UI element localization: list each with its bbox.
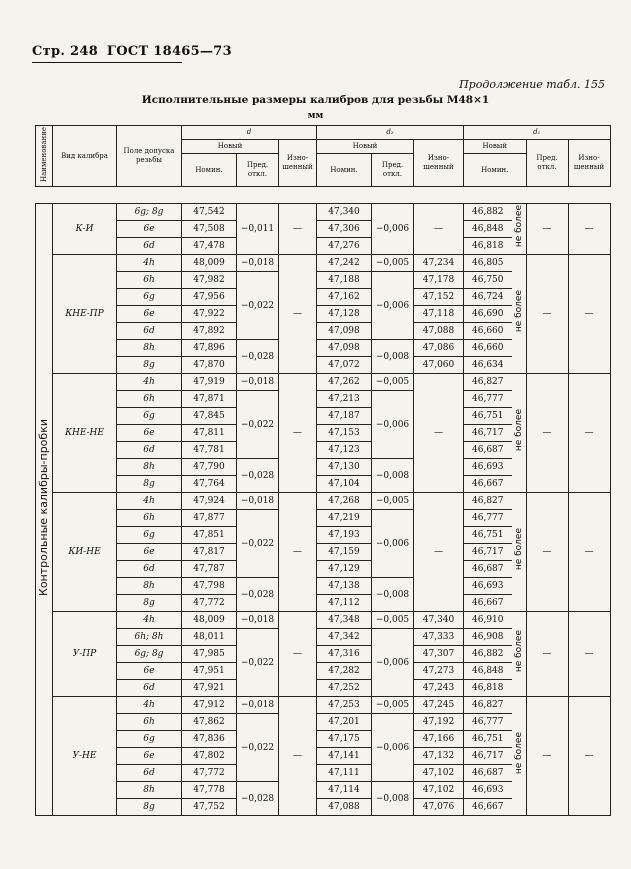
table-cell: −0,022 xyxy=(237,629,279,697)
table-cell: 47,118 xyxy=(414,306,464,323)
table-cell: 46,750 xyxy=(464,272,512,289)
table-cell xyxy=(279,187,317,204)
table-title: Исполнительные размеры калибров для резьбы М48×1 xyxy=(141,94,490,106)
table-cell: −0,008 xyxy=(372,459,414,493)
table-cell: 46,690 xyxy=(464,306,512,323)
table-cell: 47,306 xyxy=(317,221,372,238)
table-cell: 47,102 xyxy=(414,765,464,782)
table-cell: 8g xyxy=(117,357,182,374)
table-cell: 47,276 xyxy=(317,238,372,255)
table-cell: 47,752 xyxy=(182,799,237,816)
table-row xyxy=(36,697,611,714)
table-cell: 47,234 xyxy=(414,255,464,272)
table-cell: 46,660 xyxy=(464,340,512,357)
col-header-d-new: Новый xyxy=(182,140,279,154)
table-cell: 47,130 xyxy=(317,459,372,476)
vertical-label: не более xyxy=(513,528,524,571)
table-cell: 6e xyxy=(117,748,182,765)
table-cell: 8h xyxy=(117,340,182,357)
table-cell: 48,009 xyxy=(182,255,237,272)
table-cell: 46,687 xyxy=(464,442,512,459)
table-cell xyxy=(512,374,527,493)
table-cell: 4h xyxy=(117,255,182,272)
table-cell xyxy=(36,187,53,204)
table-cell: −0,011 xyxy=(237,204,279,255)
table-cell: — xyxy=(568,374,610,493)
table-cell: 47,951 xyxy=(182,663,237,680)
table-cell: 47,086 xyxy=(414,340,464,357)
table-cell: — xyxy=(279,374,317,493)
table-cell: 47,340 xyxy=(414,612,464,629)
col-header-d2-pred: Пред. откл. xyxy=(372,154,414,187)
table-cell: −0,006 xyxy=(372,510,414,578)
table-cell: 47,508 xyxy=(182,221,237,238)
table-cell: — xyxy=(526,204,568,255)
table-cell: 6e xyxy=(117,425,182,442)
table-cell: 4h xyxy=(117,612,182,629)
page-label: Стр. 248 xyxy=(32,44,99,59)
table-cell: 46,910 xyxy=(464,612,512,629)
table-cell: 6d xyxy=(117,238,182,255)
col-header-pole: Поле допуска резьбы xyxy=(117,126,182,187)
table-cell xyxy=(117,187,182,204)
table-cell: 47,132 xyxy=(414,748,464,765)
table-cell: 47,896 xyxy=(182,340,237,357)
standard-number: ГОСТ 18465—73 xyxy=(106,44,232,59)
table-cell: 47,098 xyxy=(317,323,372,340)
table-cell: 47,956 xyxy=(182,289,237,306)
table-row xyxy=(36,612,611,629)
table-cell: 47,112 xyxy=(317,595,372,612)
col-header-d1-worn: Изно-шенный xyxy=(568,140,610,187)
table-cell: 47,076 xyxy=(414,799,464,816)
col-header-d1: d₁ xyxy=(464,126,611,140)
table-cell: 47,192 xyxy=(414,714,464,731)
table-cell: −0,006 xyxy=(372,272,414,340)
table-cell: 47,333 xyxy=(414,629,464,646)
vertical-label: Наименование xyxy=(39,127,48,182)
table-cell: 47,114 xyxy=(317,782,372,799)
table-row xyxy=(36,255,611,272)
vertical-label: не более xyxy=(513,732,524,775)
table-cell xyxy=(526,187,568,204)
table-cell: 47,072 xyxy=(317,357,372,374)
table-row xyxy=(36,187,611,204)
table-cell: — xyxy=(526,374,568,493)
table-cell: 46,667 xyxy=(464,799,512,816)
col-header-d1-pred: Пред. откл. xyxy=(526,140,568,187)
table-cell: 6e xyxy=(117,544,182,561)
gauge-type: КНЕ-НЕ xyxy=(53,374,117,493)
table-cell: −0,022 xyxy=(237,272,279,340)
table-cell: 46,693 xyxy=(464,459,512,476)
table-cell: 47,871 xyxy=(182,391,237,408)
table-cell: 46,693 xyxy=(464,578,512,595)
table-cell xyxy=(512,255,527,374)
table-cell xyxy=(317,187,372,204)
table-cell: — xyxy=(279,255,317,374)
vertical-label: Контрольные калибры-пробки xyxy=(37,418,50,596)
table-cell: −0,018 xyxy=(237,255,279,272)
col-header-d2-new: Новый xyxy=(317,140,414,154)
table-cell: 47,262 xyxy=(317,374,372,391)
table-cell: — xyxy=(568,204,610,255)
vertical-label: не более xyxy=(513,290,524,333)
table-cell: 6d xyxy=(117,765,182,782)
table-cell: 47,213 xyxy=(317,391,372,408)
table-cell: −0,018 xyxy=(237,374,279,391)
table-cell: 47,781 xyxy=(182,442,237,459)
table-cell: 46,805 xyxy=(464,255,512,272)
col-header-d-pred: Пред. откл. xyxy=(237,154,279,187)
table-cell: 6d xyxy=(117,323,182,340)
table-cell: 4h xyxy=(117,493,182,510)
table-cell: 47,060 xyxy=(414,357,464,374)
table-cell: 47,129 xyxy=(317,561,372,578)
table-cell xyxy=(372,187,414,204)
table-cell xyxy=(53,187,117,204)
table-cell: 6d xyxy=(117,561,182,578)
table-row xyxy=(36,374,611,391)
table-cell: 6e xyxy=(117,663,182,680)
table-cell: −0,006 xyxy=(372,714,414,782)
table-cell: 8h xyxy=(117,782,182,799)
table-cell: 47,273 xyxy=(414,663,464,680)
table-cell: — xyxy=(279,612,317,697)
dimensions-table xyxy=(35,125,611,816)
table-cell: 47,817 xyxy=(182,544,237,561)
table-cell: −0,005 xyxy=(372,697,414,714)
col-header-d-worn: Изно-шенный xyxy=(279,140,317,187)
table-cell: 46,848 xyxy=(464,221,512,238)
table-cell: 47,307 xyxy=(414,646,464,663)
table-cell: — xyxy=(568,612,610,697)
vertical-label: не более xyxy=(513,630,524,673)
table-cell: 47,175 xyxy=(317,731,372,748)
col-header-d2: d₂ xyxy=(317,126,464,140)
table-cell: 47,912 xyxy=(182,697,237,714)
table-cell: −0,008 xyxy=(372,340,414,374)
table-cell: 47,188 xyxy=(317,272,372,289)
table-cell: −0,006 xyxy=(372,391,414,459)
table-cell: 46,818 xyxy=(464,680,512,697)
table-cell xyxy=(237,187,279,204)
table-cell: 6g xyxy=(117,731,182,748)
table-cell: 47,787 xyxy=(182,561,237,578)
table-cell: 46,724 xyxy=(464,289,512,306)
table-cell: — xyxy=(568,493,610,612)
table-cell: 4h xyxy=(117,374,182,391)
continuation-label: Продолжение табл. 155 xyxy=(459,78,605,91)
table-cell: 47,098 xyxy=(317,340,372,357)
table-cell: −0,018 xyxy=(237,493,279,510)
table-cell: 46,882 xyxy=(464,204,512,221)
table-cell: 47,478 xyxy=(182,238,237,255)
table-cell: 46,751 xyxy=(464,731,512,748)
table-cell: 6d xyxy=(117,442,182,459)
table-cell xyxy=(512,697,527,816)
table-cell: 47,282 xyxy=(317,663,372,680)
table-cell: — xyxy=(414,493,464,612)
table-cell: 46,827 xyxy=(464,374,512,391)
table-cell: 47,243 xyxy=(414,680,464,697)
table-cell: 46,717 xyxy=(464,748,512,765)
table-cell: 47,219 xyxy=(317,510,372,527)
table-cell xyxy=(182,187,237,204)
gauge-type: КИ-НЕ xyxy=(53,493,117,612)
table-cell: 47,193 xyxy=(317,527,372,544)
table-cell: 46,751 xyxy=(464,527,512,544)
table-cell: 47,921 xyxy=(182,680,237,697)
table-cell: 47,802 xyxy=(182,748,237,765)
table-cell: −0,028 xyxy=(237,782,279,816)
table-cell: −0,008 xyxy=(372,578,414,612)
table-cell: 46,827 xyxy=(464,493,512,510)
table-cell: 47,340 xyxy=(317,204,372,221)
table-cell: 47,268 xyxy=(317,493,372,510)
table-cell: 6e xyxy=(117,221,182,238)
table-cell: — xyxy=(414,204,464,255)
table-cell: — xyxy=(526,255,568,374)
table-row xyxy=(36,126,611,140)
table-cell: 48,011 xyxy=(182,629,237,646)
table-cell: 6g xyxy=(117,408,182,425)
table-row xyxy=(36,493,611,510)
table-cell: 8g xyxy=(117,595,182,612)
table-cell: — xyxy=(279,493,317,612)
table-cell: 47,892 xyxy=(182,323,237,340)
table-cell: 47,141 xyxy=(317,748,372,765)
table-cell: 47,764 xyxy=(182,476,237,493)
col-header-d1-new: Новый xyxy=(464,140,527,154)
table-cell: 47,836 xyxy=(182,731,237,748)
col-header-d2-nom: Номин. xyxy=(317,154,372,187)
table-cell: −0,028 xyxy=(237,459,279,493)
table-cell: 47,316 xyxy=(317,646,372,663)
table-cell: 47,178 xyxy=(414,272,464,289)
table-cell: 47,187 xyxy=(317,408,372,425)
table-cell: 4h xyxy=(117,697,182,714)
col-header-naimenovanie xyxy=(36,126,53,187)
units-label: мм xyxy=(307,111,324,121)
table-cell: 46,660 xyxy=(464,323,512,340)
table-cell: −0,005 xyxy=(372,255,414,272)
table-cell xyxy=(464,187,512,204)
table-cell: 47,919 xyxy=(182,374,237,391)
table-cell: 46,687 xyxy=(464,765,512,782)
table-cell: −0,028 xyxy=(237,578,279,612)
table-cell: 47,877 xyxy=(182,510,237,527)
col-header-vid: Вид калибра xyxy=(53,126,117,187)
table-cell: 47,348 xyxy=(317,612,372,629)
table-cell: — xyxy=(526,612,568,697)
page-header xyxy=(32,44,232,59)
vertical-label: не более xyxy=(513,409,524,452)
table-cell: 47,128 xyxy=(317,306,372,323)
table-cell: 8h xyxy=(117,578,182,595)
table-cell: 47,542 xyxy=(182,204,237,221)
table-cell: −0,018 xyxy=(237,612,279,629)
table-cell: 8g xyxy=(117,799,182,816)
table-cell: — xyxy=(568,697,610,816)
table-cell: 46,717 xyxy=(464,544,512,561)
table-cell: 46,777 xyxy=(464,510,512,527)
table-cell: — xyxy=(279,204,317,255)
table-cell xyxy=(568,187,610,204)
table-cell: 6h xyxy=(117,272,182,289)
table-cell: 47,111 xyxy=(317,765,372,782)
table-cell: 47,985 xyxy=(182,646,237,663)
gauge-type: К-И xyxy=(53,204,117,255)
table-cell: −0,008 xyxy=(372,782,414,816)
table-cell: 46,751 xyxy=(464,408,512,425)
table-cell: −0,006 xyxy=(372,204,414,255)
gauge-type: КНЕ-ПР xyxy=(53,255,117,374)
table-cell: 47,242 xyxy=(317,255,372,272)
table-cell: 6g; 8g xyxy=(117,204,182,221)
table-cell: 47,862 xyxy=(182,714,237,731)
table-cell: 47,166 xyxy=(414,731,464,748)
table-cell: 6h xyxy=(117,391,182,408)
table-cell: 47,870 xyxy=(182,357,237,374)
table-cell: 47,772 xyxy=(182,595,237,612)
table-cell: 6h xyxy=(117,510,182,527)
col-header-d1-nom: Номин. xyxy=(464,154,527,187)
table-cell: 47,102 xyxy=(414,782,464,799)
table-cell xyxy=(414,187,464,204)
table-cell: 6g xyxy=(117,527,182,544)
gauge-type: У-ПР xyxy=(53,612,117,697)
table-cell: 48,009 xyxy=(182,612,237,629)
table-cell: −0,028 xyxy=(237,340,279,374)
table-cell: 6g; 8g xyxy=(117,646,182,663)
table-cell: 47,245 xyxy=(414,697,464,714)
table-cell: 46,687 xyxy=(464,561,512,578)
table-cell: 6d xyxy=(117,680,182,697)
table-cell: 47,088 xyxy=(414,323,464,340)
table-cell: 46,667 xyxy=(464,476,512,493)
table-cell: — xyxy=(526,697,568,816)
table-cell: −0,022 xyxy=(237,714,279,782)
table-cell: 47,159 xyxy=(317,544,372,561)
table-cell: −0,018 xyxy=(237,697,279,714)
table-cell: 47,153 xyxy=(317,425,372,442)
table-cell: 6h xyxy=(117,714,182,731)
table-cell: 47,162 xyxy=(317,289,372,306)
table-cell: 47,851 xyxy=(182,527,237,544)
table-row xyxy=(36,204,611,221)
table-cell: 8h xyxy=(117,459,182,476)
table-cell: — xyxy=(414,374,464,493)
table-cell: 47,811 xyxy=(182,425,237,442)
table-cell: 46,908 xyxy=(464,629,512,646)
table-cell: 47,152 xyxy=(414,289,464,306)
table-cell: 47,253 xyxy=(317,697,372,714)
col-header-d2-worn: Изно-шенный xyxy=(414,140,464,187)
table-cell: 46,882 xyxy=(464,646,512,663)
table-cell: −0,005 xyxy=(372,612,414,629)
table-cell: 6h; 8h xyxy=(117,629,182,646)
table-cell: 47,088 xyxy=(317,799,372,816)
table-cell: 47,778 xyxy=(182,782,237,799)
table-cell: −0,006 xyxy=(372,629,414,697)
table-cell: 46,827 xyxy=(464,697,512,714)
table-cell: 47,845 xyxy=(182,408,237,425)
table-cell: 46,818 xyxy=(464,238,512,255)
header-rule xyxy=(32,62,182,63)
table-cell xyxy=(512,187,527,204)
table-cell: −0,022 xyxy=(237,391,279,459)
table-cell xyxy=(512,204,527,255)
col-header-d: d xyxy=(182,126,317,140)
table-cell: 46,777 xyxy=(464,714,512,731)
table-cell xyxy=(512,493,527,612)
table-cell: 47,790 xyxy=(182,459,237,476)
table-cell: 47,104 xyxy=(317,476,372,493)
table-cell: 47,138 xyxy=(317,578,372,595)
col-header-d-nom: Номин. xyxy=(182,154,237,187)
table-cell: 46,777 xyxy=(464,391,512,408)
table-cell: 47,922 xyxy=(182,306,237,323)
table-cell: — xyxy=(279,697,317,816)
table-cell: 6g xyxy=(117,289,182,306)
table-cell: 47,982 xyxy=(182,272,237,289)
table-cell: 46,693 xyxy=(464,782,512,799)
table-cell: 47,798 xyxy=(182,578,237,595)
table-cell: 47,772 xyxy=(182,765,237,782)
gauge-type: У-НЕ xyxy=(53,697,117,816)
table-cell: 46,634 xyxy=(464,357,512,374)
table-cell: 47,201 xyxy=(317,714,372,731)
table-cell xyxy=(512,612,527,697)
table-cell: 47,252 xyxy=(317,680,372,697)
table-cell: 46,717 xyxy=(464,425,512,442)
table-cell: — xyxy=(526,493,568,612)
table-cell: — xyxy=(568,255,610,374)
vertical-label: не более xyxy=(513,205,524,248)
table-cell: 46,848 xyxy=(464,663,512,680)
table-cell: 6e xyxy=(117,306,182,323)
table-cell: −0,005 xyxy=(372,374,414,391)
table-cell: 47,342 xyxy=(317,629,372,646)
category-label xyxy=(36,204,53,816)
table-cell: 47,123 xyxy=(317,442,372,459)
table-cell: 46,667 xyxy=(464,595,512,612)
table-cell: 47,924 xyxy=(182,493,237,510)
table-cell: −0,022 xyxy=(237,510,279,578)
table-cell: 8g xyxy=(117,476,182,493)
table-cell: −0,005 xyxy=(372,493,414,510)
